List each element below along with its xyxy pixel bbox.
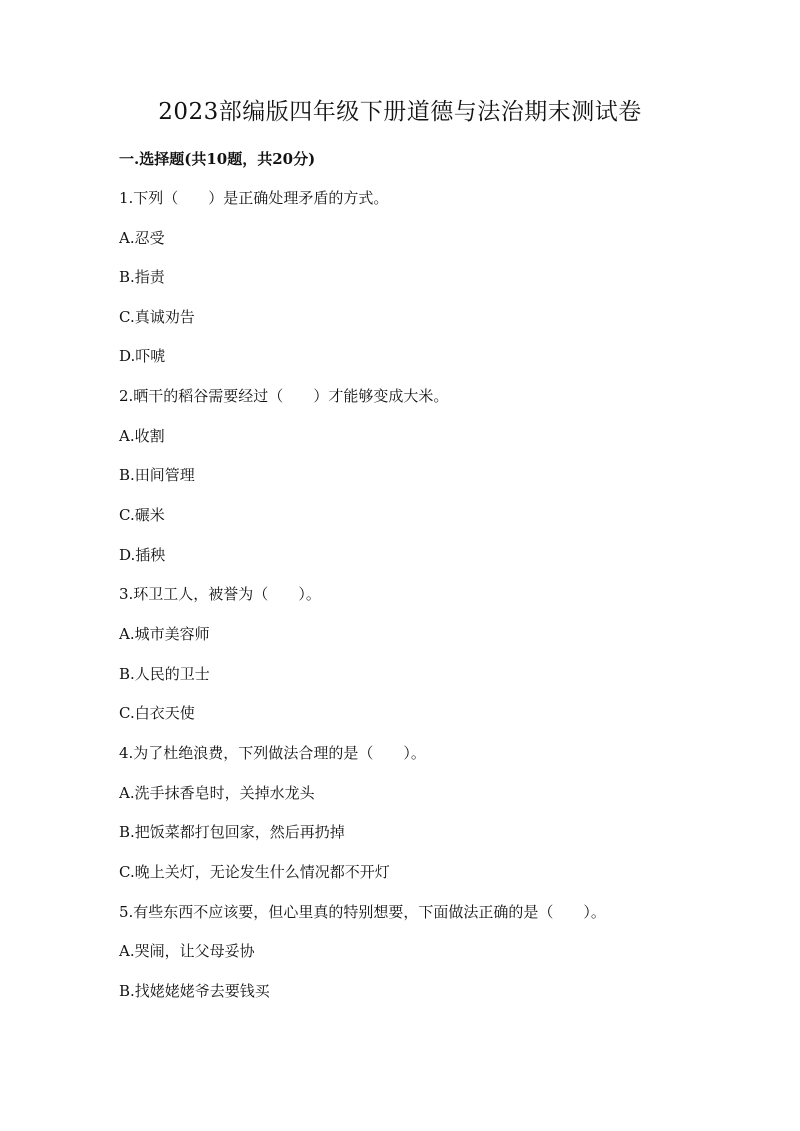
question-4-option-b: B.把饭菜都打包回家，然后再扔掉: [119, 823, 345, 841]
question-1-option-d: D.吓唬: [119, 347, 166, 365]
question-2-option-a: A.收割: [119, 427, 165, 445]
question-4: 4.为了杜绝浪费，下列做法合理的是（ ）。: [119, 744, 426, 762]
question-5-option-b: B.找姥姥姥爷去要钱买: [119, 982, 270, 1000]
question-4-option-c: C.晚上关灯，无论发生什么情况都不开灯: [119, 863, 390, 881]
question-3-option-c: C.白衣天使: [119, 704, 195, 722]
question-3-option-b: B.人民的卫士: [119, 665, 210, 683]
question-2: 2.晒干的稻谷需要经过（ ）才能够变成大米。: [119, 387, 449, 405]
question-2-option-d: D.插秧: [119, 546, 166, 564]
question-1: 1.下列（ ）是正确处理矛盾的方式。: [119, 189, 389, 207]
section-heading: 一.选择题(共10题，共20分): [119, 150, 316, 168]
question-2-option-c: C.碾米: [119, 506, 165, 524]
question-1-option-b: B.指责: [119, 268, 165, 286]
question-3-option-a: A.城市美容师: [119, 625, 210, 643]
question-4-option-a: A.洗手抹香皂时，关掉水龙头: [119, 784, 315, 802]
question-5: 5.有些东西不应该要，但心里真的特别想要，下面做法正确的是（ ）。: [119, 903, 606, 921]
question-5-option-a: A.哭闹，让父母妥协: [119, 942, 255, 960]
question-1-option-c: C.真诚劝告: [119, 308, 195, 326]
question-3: 3.环卫工人，被誉为（ ）。: [119, 585, 321, 603]
document-title: 2023部编版四年级下册道德与法治期末测试卷: [158, 99, 642, 125]
question-1-option-a: A.忍受: [119, 229, 165, 247]
question-2-option-b: B.田间管理: [119, 466, 195, 484]
